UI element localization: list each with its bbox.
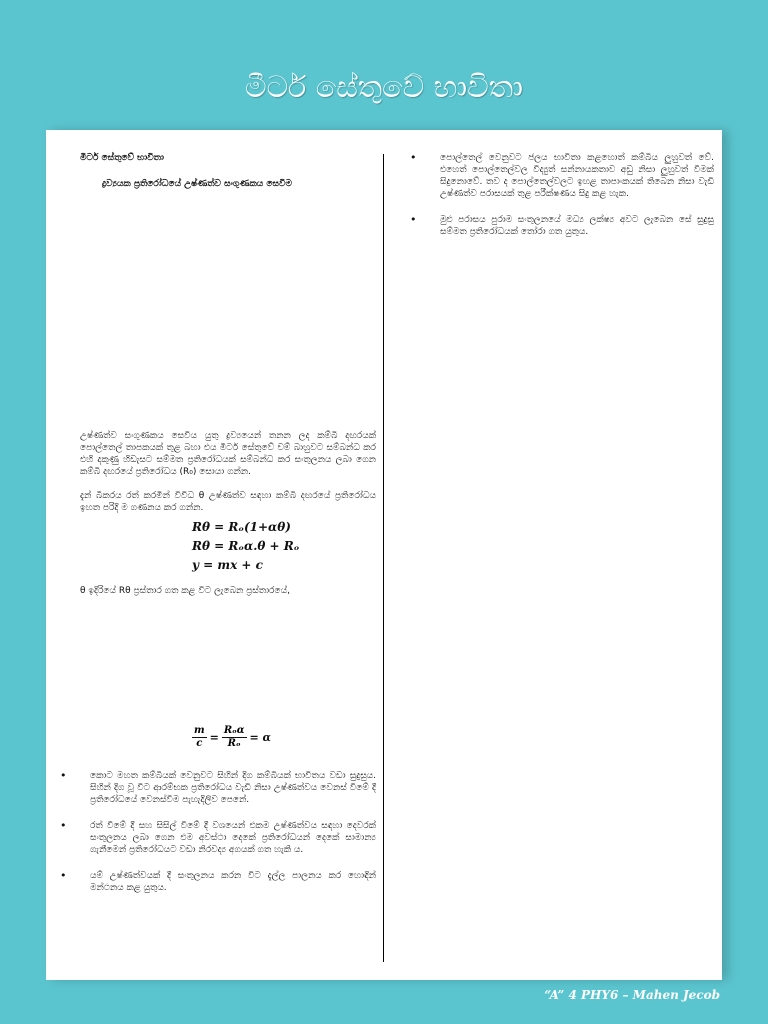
fraction-m-over-c: $\frac{m}{c}$ (194, 725, 205, 749)
equation-2: Rθ = Rₒα.θ + Rₒ (192, 539, 300, 553)
figure-space (80, 190, 376, 430)
equation-block (192, 518, 376, 575)
section-title: මීටර් සේතුවේ භාවිතා (80, 153, 164, 163)
paragraph-3: θ ඉදිරියේ Rθ ප්‍රස්තාර ගත කළ විට ලැබෙන ප්‍රස්තාරයේ, (80, 586, 290, 596)
list-item: • මුළු පරාසය පුරාම සංතුලනයේ මධ්‍ය ලක්ෂ්‍ය අවට ලැබෙන සේ සුදුසු සම්මත ප්‍රතිරෝධයක් තෝරා ගත යුතුය. (430, 214, 714, 238)
right-bullet-list (430, 152, 714, 238)
page-title: මීටර් සේතුවේ භාවිතා (245, 69, 523, 105)
paragraph-1: උෂ්ණත්ව සංගුණකය සෙවිය යුතු ද්‍රව්‍යයෙන් තනන ලද කම්බි දඟරයක් පොල්තෙල් තාපකයක් තුළ බහා එය මීටර් සේතුවේ චම් බාහුවට සම්බන්ධ කර එහි දකුණු හිඩැසට සම්මත ප්‍රතිරෝධයක් සම්බන්ධ කර සංතුලනය ලබා ගෙන කම්බි දඟරයේ ප්‍රතිරෝධය (R₀) සොයා ගන්න. (80, 431, 376, 477)
list-item: • පොල්තෙල් වෙනුවට ජලය භාවිතා කළහොත් කම්බිය ලුහුවත් වේ. එහෙත් පොල්තෙල්වල විද්‍යුත් සන්නායකතාව අඩු නිසා ලුහුවත් වීමක් සිදුනොවේ. තව ද පොල්තෙල්වලට ඉහළ තාපාංකයක් තිබෙන නිසා වැඩි උෂ්ණත්ව පරාසයක් තුළ පරීක්ෂණය සිදු කළ හැක. (430, 152, 714, 200)
left-bullet-list (80, 770, 376, 894)
column-divider (383, 154, 384, 962)
right-column (430, 152, 714, 238)
section-subtitle: ද්‍රව්‍යයක ප්‍රතිරෝධයේ උෂ්ණත්ව සංගුණකය සෙවීම (102, 179, 292, 189)
footer-credit: “A” 4 PHY6 – Mahen Jecob (544, 988, 720, 1002)
left-column (80, 152, 376, 894)
graph-space (80, 597, 376, 725)
fraction-r-alpha-over-r: $\frac{\text{Rₒα}}{\text{Rₒ}}$ (223, 725, 245, 749)
paragraph-2: දැන් බීකරය රත් කරමින් විවිධ θ උෂ්ණත්ව සඳහා කම්බි දඟරයේ ප්‍රතිරෝධය ඉහත පරිදි ම ගණනය කර ගන්න. (80, 491, 376, 513)
list-item: • යම් උෂ්ණත්වයක් දී සංතුලනය කරන විට දැල්ල පාලනය කර හොඳින් මන්ථනය කළ යුතුය. (80, 870, 376, 894)
slope-result: = α (249, 731, 272, 744)
list-item: • කොට මහත කම්බියක් වෙනුවට සිහින් දිග කම්බියක් භාවිතය වඩා සුදුසුය. සිහින් දිග වූ විට ආරම්භක ප්‍රතිරෝධය වැඩි නිසා උෂ්ණත්වය වෙනස් වීමේ දී ප්‍රතිරෝධයේ වෙනස්වීම පැහැදිලිව පෙනේ. (80, 770, 376, 806)
equation-3: y = mx + c (192, 558, 263, 572)
equation-1: Rθ = Rₒ(1+αθ) (192, 520, 291, 534)
header-banner (46, 44, 722, 130)
list-item: • රත් වීමේ දී සහ සිසිල් වීමේ දී වශයෙන් එකම උෂ්ණත්වය සඳහා දෙවරක් සංතුලනය ලබා ගෙන එම අවස්ථා දෙකේ ප්‍රතිරෝධයන් දෙකේ සාමාන්‍ය ගැනීමෙන් ප්‍රතිරෝධයට වඩා නිරවද්‍ය අගයක් ගත හැකි ය. (80, 820, 376, 856)
document-page (46, 130, 722, 980)
slope-equation: $\frac{m}{c}$ = $\frac{\text{Rₒα}}{\text{Rₒ}}$ = α (194, 725, 272, 749)
